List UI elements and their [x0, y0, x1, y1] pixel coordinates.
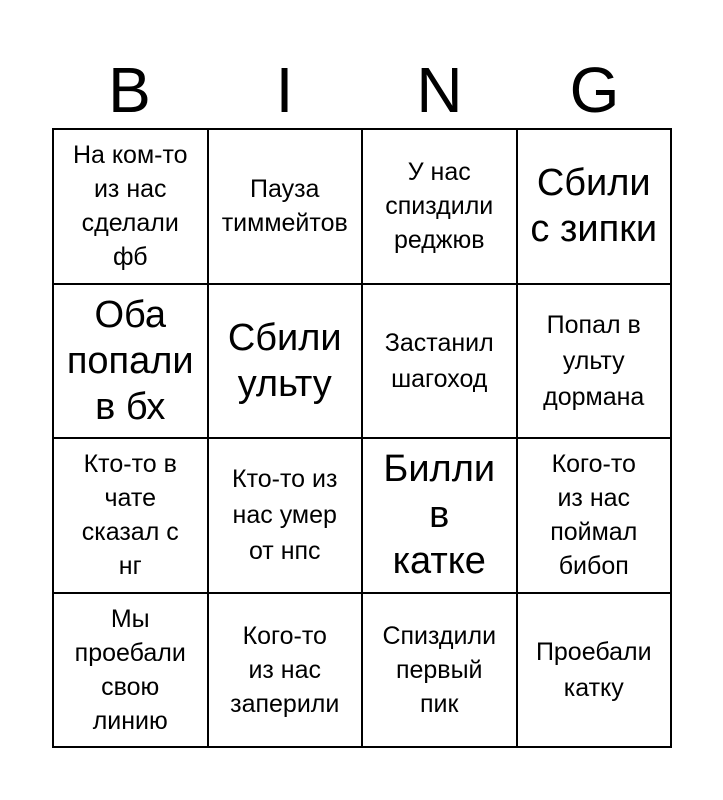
bingo-cell-text: Сбили с зипки: [530, 162, 658, 251]
header-letter-b: B: [108, 54, 151, 126]
bingo-cell[interactable]: [363, 439, 518, 594]
bingo-cell-text: Спиздили первый пик: [382, 621, 497, 718]
bingo-cell-text: Кого-то из нас заперили: [230, 621, 340, 718]
bingo-cell-text: У нас спиздили реджюв: [385, 158, 494, 255]
bingo-cell[interactable]: [54, 439, 209, 594]
bingo-board: [52, 128, 672, 748]
bingo-cell-text: Сбили ульту: [227, 316, 342, 405]
bingo-cell[interactable]: [209, 439, 364, 594]
bingo-cell[interactable]: [518, 285, 673, 440]
bingo-cell-text: Застанил шагоход: [384, 328, 494, 393]
bingo-cell-text: Пауза тиммейтов: [221, 175, 348, 238]
bingo-cell-text: Попал в ульту дормана: [543, 310, 645, 411]
bingo-cell-text: Билли в катке: [383, 448, 496, 583]
bingo-cell[interactable]: [209, 130, 364, 285]
bingo-cell[interactable]: [518, 439, 673, 594]
bingo-cell[interactable]: [54, 285, 209, 440]
header-letter-n: N: [416, 54, 463, 126]
header-letter-i: I: [275, 54, 294, 126]
bingo-cell-text: На ком-то из нас сделали фб: [72, 141, 188, 272]
bingo-cell[interactable]: [363, 130, 518, 285]
header-letter-g: G: [569, 54, 620, 126]
bingo-cell[interactable]: [363, 285, 518, 440]
bingo-cell-text: Мы проебали свою линию: [74, 604, 186, 735]
bingo-cell-text: Проебали катку: [535, 637, 652, 702]
bingo-cell[interactable]: [518, 130, 673, 285]
bingo-cell[interactable]: [363, 594, 518, 749]
bingo-cell[interactable]: [209, 594, 364, 749]
bingo-cell[interactable]: [54, 130, 209, 285]
bingo-cell-text: Кого-то из нас поймал бибоп: [550, 450, 638, 581]
bingo-cell-text: Кто-то в чате сказал с нг: [81, 450, 179, 581]
bingo-cell-text: Оба попали в бх: [66, 293, 194, 428]
bingo-header: [52, 52, 672, 128]
bingo-cell[interactable]: [209, 285, 364, 440]
bingo-cell-text: Кто-то из нас умер от нпс: [232, 465, 338, 566]
bingo-cell[interactable]: [518, 594, 673, 749]
bingo-cell[interactable]: [54, 594, 209, 749]
